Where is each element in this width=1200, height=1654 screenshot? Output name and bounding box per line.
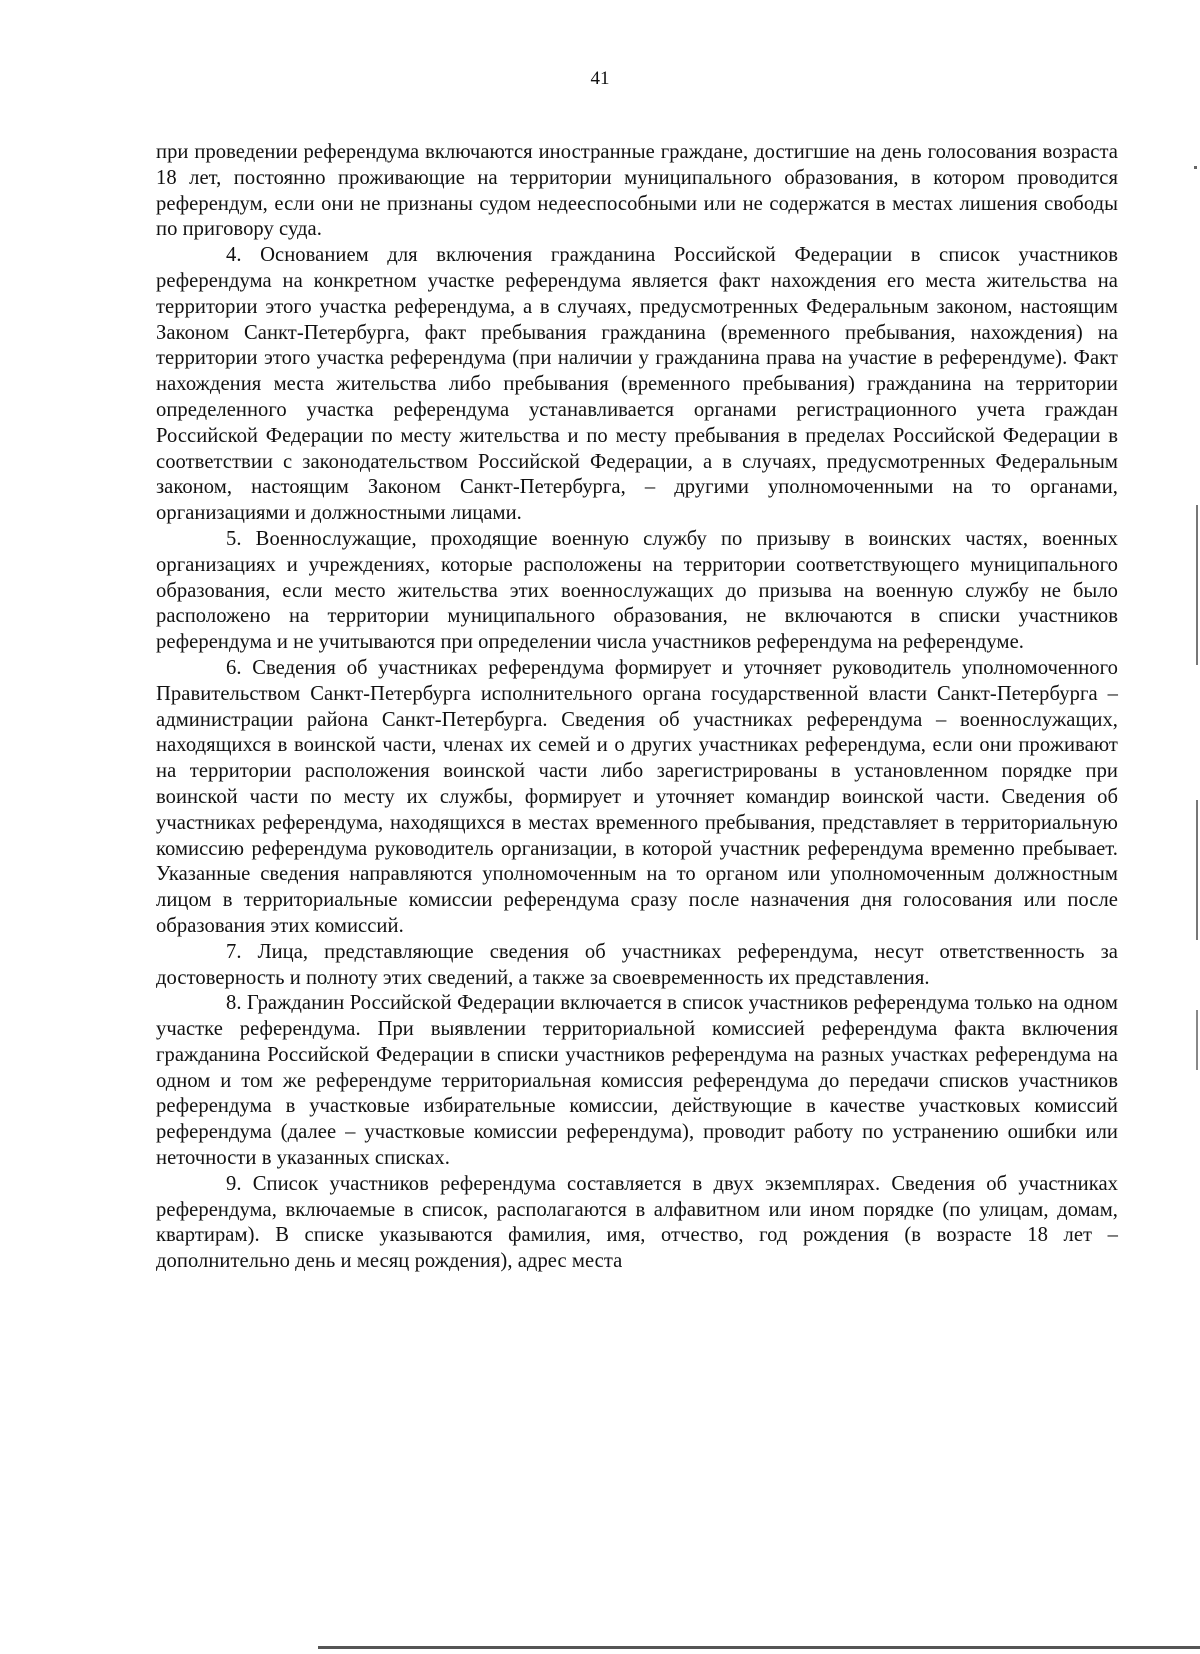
paragraph-item-7: 7. Лица, представляющие сведения об участниках референдума, несут ответственность за достоверность и полноту этих сведений, а также за своевременность их представления. (156, 940, 1118, 989)
paragraph-continuation: при проведении референдума включаются иностранные граждане, достигшие на день голосования возраста 18 лет, постоянно проживающие на территории муниципального образования, в котором проводится референдум, если они не признаны судом недееспособными или не содержатся в местах лишения свободы по приговору суда. (156, 141, 1118, 241)
scan-artifact-edge (1196, 505, 1198, 665)
paragraph-item-5: 5. Военнослужащие, проходящие военную службу по призыву в воинских частях, военных организациях и учреждениях, которые расположены на территории соответствующего муниципального образования, если место жительства этих военнослужащих до призыва на военную службу не было расположено на территории муниципального образования, не включаются в списки участников референдума и не учитываются при определении числа участников референдума на референдуме. (156, 527, 1118, 654)
document-body (156, 140, 1118, 1275)
paragraph-item-4: 4. Основанием для включения гражданина Российской Федерации в список участников референдума на конкретном участке референдума является факт нахождения его места жительства на территории этого участка референдума, а в случаях, предусмотренных Федеральным законом, настоящим Законом Санкт-Петербурга, факт пребывания гражданина (временного пребывания, нахождения) на территории этого участка референдума (при наличии у гражданина права на участие в референдуме). Факт нахождения места жительства либо пребывания (временного пребывания) гражданина на территории определенного участка референдума устанавливается органами регистрационного учета граждан Российской Федерации по месту жительства и по месту пребывания в пределах Российской Федерации в соответствии с законодательством Российской Федерации, а в случаях, предусмотренных Федеральным законом, настоящим Законом Санкт-Петербурга, – другими уполномоченными на то органами, организациями и должностными лицами. (156, 244, 1118, 525)
paragraph-item-9: 9. Список участников референдума составляется в двух экземплярах. Сведения об участниках референдума, включаемые в список, располагаются в алфавитном или ином порядке (по улицам, домам, квартирам). В списке указываются фамилия, имя, отчество, год рождения (в возрасте 18 лет – дополнительно день и месяц рождения), адрес места (156, 1172, 1118, 1273)
scan-artifact-edge (1196, 1010, 1198, 1070)
scan-artifact-bottom-line (318, 1646, 1200, 1649)
paragraph-item-6: 6. Сведения об участниках референдума формирует и уточняет руководитель уполномоченного Правительством Санкт-Петербурга исполнительного органа государственной власти Санкт-Петербурга – администрации района Санкт-Петербурга. Сведения об участниках референдума – военнослужащих, находящихся в воинской части, членах их семей и о других участниках референдума, если они проживают на территории расположения воинской части либо зарегистрированы в установленном порядке при воинской части по месту их службы, формирует и уточняет командир воинской части. Сведения об участниках референдума, находящихся в местах временного пребывания, представляет в территориальную комиссию референдума руководитель организации, в которой участник референдума временно пребывает. Указанные сведения направляются уполномоченным на то органом или уполномоченным должностным лицом в территориальные комиссии референдума сразу после назначения дня голосования или после образования этих комиссий. (156, 656, 1118, 937)
paragraph-item-8: 8. Гражданин Российской Федерации включается в список участников референдума только на одном участке референдума. При выявлении территориальной комиссией референдума факта включения гражданина Российской Федерации в списки участников референдума на разных участках референдума на одном и том же референдуме территориальная комиссия референдума до передачи списков участников референдума в участковые избирательные комиссии, действующие в качестве участковых комиссий референдума (далее – участковые комиссии референдума), проводит работу по устранению ошибки или неточности в указанных списках. (156, 992, 1118, 1170)
page-number: 41 (590, 68, 610, 89)
scan-artifact-dot (1194, 166, 1197, 169)
scan-artifact-edge (1196, 800, 1198, 940)
